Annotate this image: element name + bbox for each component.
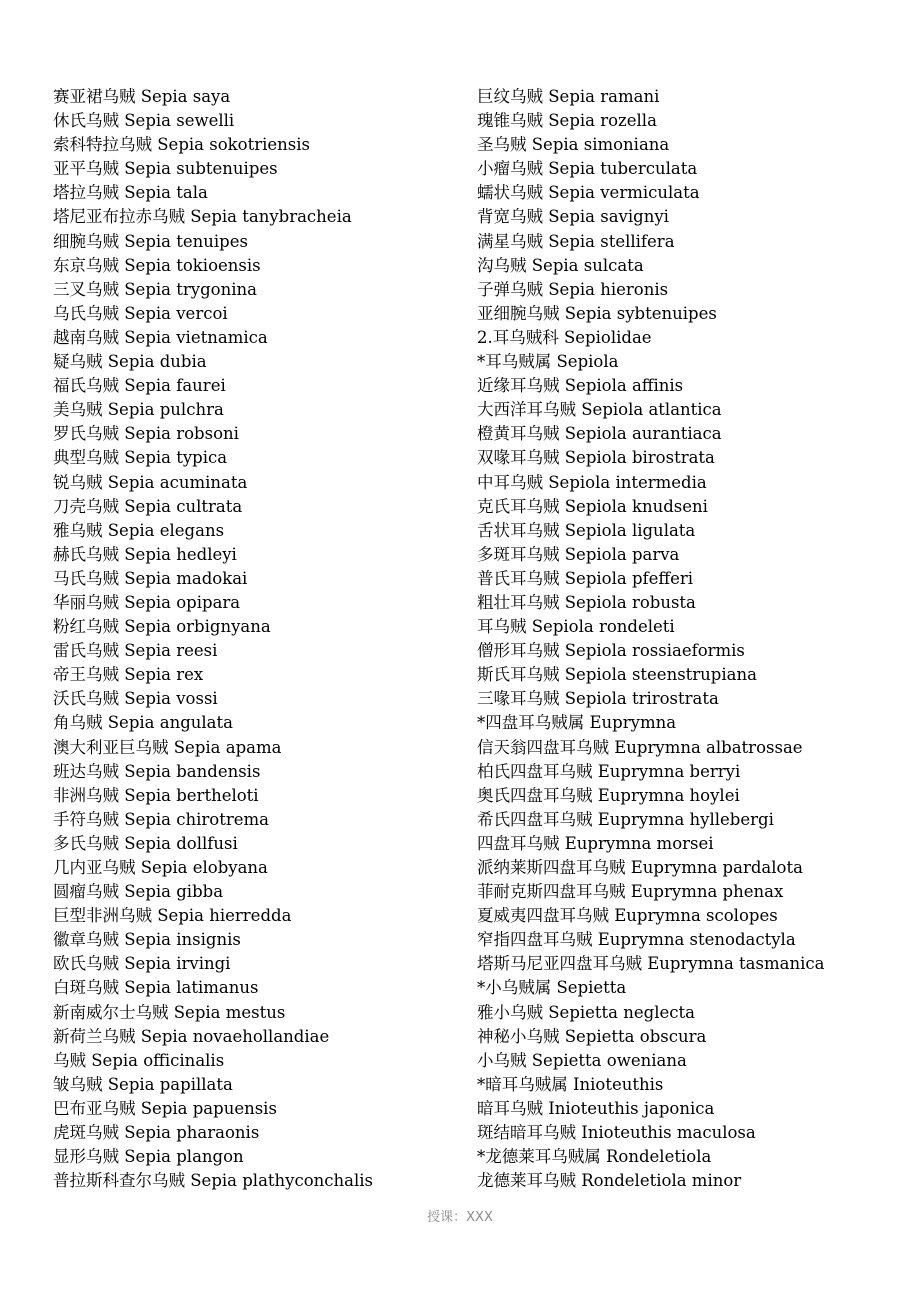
- list-item: 巨型非洲乌贼 Sepia hierredda: [53, 906, 292, 926]
- list-item: 福氏乌贼 Sepia faurei: [53, 376, 226, 396]
- list-item: *四盘耳乌贼属 Euprymna: [477, 713, 677, 733]
- list-item: 亚细腕乌贼 Sepia sybtenuipes: [477, 303, 717, 323]
- list-item: 暗耳乌贼 Inioteuthis japonica: [477, 1098, 715, 1118]
- list-item: 菲耐克斯四盘耳乌贼 Euprymna phenax: [477, 882, 784, 902]
- list-item: 夏威夷四盘耳乌贼 Euprymna scolopes: [477, 906, 778, 926]
- list-item: 三喙耳乌贼 Sepiola trirostrata: [477, 689, 719, 709]
- list-item: 新南威尔士乌贼 Sepia mestus: [53, 1002, 286, 1022]
- list-item: 大西洋耳乌贼 Sepiola atlantica: [477, 400, 722, 420]
- list-item: 塔斯马尼亚四盘耳乌贼 Euprymna tasmanica: [477, 954, 825, 974]
- list-item: 欧氏乌贼 Sepia irvingi: [53, 954, 231, 974]
- list-item: 澳大利亚巨乌贼 Sepia apama: [53, 737, 282, 757]
- list-item: 子弹乌贼 Sepia hieronis: [477, 279, 669, 299]
- list-item: 瑰锥乌贼 Sepia rozella: [477, 111, 657, 131]
- species-list-left: [53, 85, 473, 1193]
- list-item: 美乌贼 Sepia pulchra: [53, 400, 224, 420]
- list-item: 2.耳乌贼科 Sepiolidae: [477, 327, 652, 347]
- list-item: 奥氏四盘耳乌贼 Euprymna hoylei: [477, 785, 740, 805]
- list-item: 窄指四盘耳乌贼 Euprymna stenodactyla: [477, 930, 796, 950]
- list-item: 几内亚乌贼 Sepia elobyana: [53, 858, 268, 877]
- list-item: 乌氏乌贼 Sepia vercoi: [53, 303, 228, 323]
- list-item: 耳乌贼 Sepiola rondeleti: [477, 617, 675, 637]
- list-item: *暗耳乌贼属 Inioteuthis: [477, 1074, 664, 1094]
- list-item: 塔拉乌贼 Sepia tala: [53, 183, 208, 203]
- list-item: 多氏乌贼 Sepia dollfusi: [53, 833, 238, 853]
- list-item: 龙德莱耳乌贼 Rondeletiola minor: [477, 1171, 742, 1191]
- list-item: 蠕状乌贼 Sepia vermiculata: [477, 183, 700, 203]
- list-item: 信天翁四盘耳乌贼 Euprymna albatrossae: [477, 737, 803, 757]
- list-item: 手符乌贼 Sepia chirotrema: [53, 809, 269, 829]
- list-item: 橙黄耳乌贼 Sepiola aurantiaca: [477, 424, 722, 444]
- list-item: 赫氏乌贼 Sepia hedleyi: [53, 544, 237, 564]
- list-item: 刀壳乌贼 Sepia cultrata: [53, 496, 243, 516]
- list-item: 越南乌贼 Sepia vietnamica: [53, 327, 268, 347]
- list-item: 马氏乌贼 Sepia madokai: [53, 568, 248, 588]
- list-item: 普氏耳乌贼 Sepiola pfefferi: [477, 568, 694, 588]
- list-item: 派纳莱斯四盘耳乌贼 Euprymna pardalota: [477, 858, 803, 877]
- list-item: 巴布亚乌贼 Sepia papuensis: [53, 1098, 277, 1118]
- list-item: 白斑乌贼 Sepia latimanus: [53, 978, 259, 998]
- list-item: *小乌贼属 Sepietta: [477, 978, 627, 998]
- list-item: 细腕乌贼 Sepia tenuipes: [53, 231, 248, 251]
- list-item: 班达乌贼 Sepia bandensis: [53, 761, 261, 781]
- list-item: 双喙耳乌贼 Sepiola birostrata: [477, 448, 715, 468]
- list-item: 雅小乌贼 Sepietta neglecta: [477, 1002, 695, 1022]
- list-item: 神秘小乌贼 Sepietta obscura: [477, 1026, 707, 1046]
- list-item: 东京乌贼 Sepia tokioensis: [53, 255, 261, 275]
- list-item: 圆瘤乌贼 Sepia gibba: [53, 882, 224, 902]
- list-item: 斑结暗耳乌贼 Inioteuthis maculosa: [477, 1123, 756, 1143]
- list-item: 普拉斯科查尔乌贼 Sepia plathyconchalis: [53, 1171, 374, 1191]
- list-item: 小瘤乌贼 Sepia tuberculata: [477, 159, 698, 179]
- list-item: 多斑耳乌贼 Sepiola parva: [477, 544, 680, 564]
- list-item: 罗氏乌贼 Sepia robsoni: [53, 424, 239, 444]
- list-item: 克氏耳乌贼 Sepiola knudseni: [477, 496, 708, 516]
- list-item: 雷氏乌贼 Sepia reesi: [53, 641, 218, 661]
- list-item: 柏氏四盘耳乌贼 Euprymna berryi: [477, 761, 741, 781]
- list-item: 粗壮耳乌贼 Sepiola robusta: [477, 592, 696, 612]
- list-item: 塔尼亚布拉赤乌贼 Sepia tanybracheia: [53, 207, 352, 227]
- list-item: 非洲乌贼 Sepia bertheloti: [53, 785, 259, 805]
- list-item: 圣乌贼 Sepia simoniana: [477, 135, 670, 155]
- list-item: *耳乌贼属 Sepiola: [477, 352, 619, 372]
- list-item: 疑乌贼 Sepia dubia: [53, 352, 207, 372]
- list-item: 徽章乌贼 Sepia insignis: [53, 930, 241, 950]
- list-item: 沟乌贼 Sepia sulcata: [477, 255, 644, 275]
- list-item: 典型乌贼 Sepia typica: [53, 448, 228, 468]
- list-item: 雅乌贼 Sepia elegans: [53, 520, 225, 540]
- list-item: 沃氏乌贼 Sepia vossi: [53, 689, 218, 709]
- list-item: 显形乌贼 Sepia plangon: [53, 1147, 244, 1167]
- list-item: 赛亚裙乌贼 Sepia saya: [53, 87, 231, 106]
- list-item: 新荷兰乌贼 Sepia novaehollandiae: [53, 1026, 330, 1046]
- list-item: 虎斑乌贼 Sepia pharaonis: [53, 1123, 260, 1143]
- list-item: 索科特拉乌贼 Sepia sokotriensis: [53, 135, 310, 155]
- list-item: 中耳乌贼 Sepiola intermedia: [477, 472, 707, 492]
- list-item: 四盘耳乌贼 Euprymna morsei: [477, 833, 714, 853]
- list-item: 休氏乌贼 Sepia sewelli: [53, 111, 235, 131]
- list-item: 帝王乌贼 Sepia rex: [53, 665, 204, 685]
- list-item: 粉红乌贼 Sepia orbignyana: [53, 617, 271, 637]
- list-item: 华丽乌贼 Sepia opipara: [53, 592, 241, 612]
- list-item: 舌状耳乌贼 Sepiola ligulata: [477, 520, 696, 540]
- list-item: 斯氏耳乌贼 Sepiola steenstrupiana: [477, 665, 757, 685]
- page-footer: 授课：XXX: [427, 1210, 493, 1225]
- list-item: 皱乌贼 Sepia papillata: [53, 1074, 233, 1094]
- list-item: 锐乌贼 Sepia acuminata: [53, 472, 248, 492]
- list-item: 近缘耳乌贼 Sepiola affinis: [477, 376, 684, 396]
- list-item: 背宽乌贼 Sepia savignyi: [477, 207, 669, 227]
- list-item: 角乌贼 Sepia angulata: [53, 713, 233, 733]
- list-item: 希氏四盘耳乌贼 Euprymna hyllebergi: [477, 809, 774, 829]
- list-item: 乌贼 Sepia officinalis: [53, 1050, 225, 1070]
- list-item: 小乌贼 Sepietta oweniana: [477, 1050, 687, 1070]
- list-item: 三叉乌贼 Sepia trygonina: [53, 279, 257, 299]
- species-list-right: [477, 85, 917, 1193]
- list-item: 僧形耳乌贼 Sepiola rossiaeformis: [477, 641, 745, 661]
- list-item: 亚平乌贼 Sepia subtenuipes: [53, 159, 278, 179]
- list-item: 满星乌贼 Sepia stellifera: [477, 231, 675, 251]
- list-item: 巨纹乌贼 Sepia ramani: [477, 87, 660, 106]
- list-item: *龙德莱耳乌贼属 Rondeletiola: [477, 1147, 712, 1167]
